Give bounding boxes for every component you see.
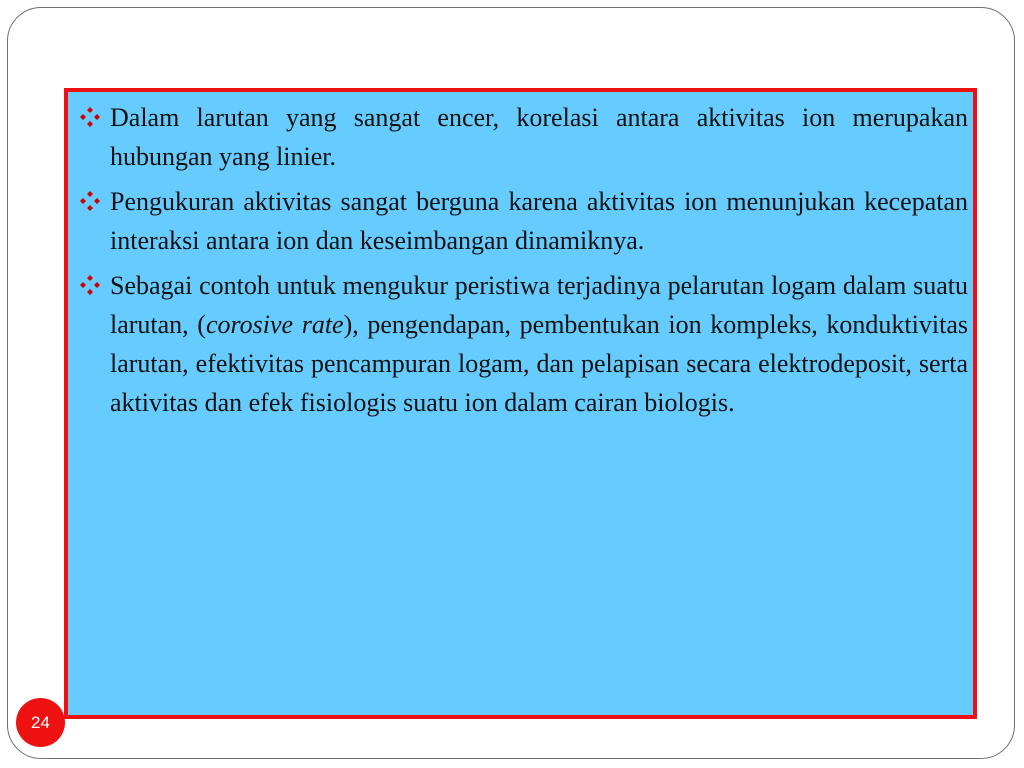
diamond-bullet-icon — [80, 182, 102, 221]
diamond-bullet-icon — [80, 98, 102, 137]
bullet-item — [80, 98, 968, 176]
page-number-badge: 24 — [16, 698, 65, 747]
bullet-item — [80, 266, 968, 422]
bullet-item — [80, 182, 968, 260]
bullet-text-before: Sebagai contoh untuk mengukur peristiwa terjadinya pelarutan logam dalam suatu larutan, ( — [110, 271, 968, 339]
bullet-text-after: ), pengendapan, pembentukan ion kompleks, konduktivitas larutan, efektivitas pencampuran logam, dan pelapisan secara elektrodeposit, serta aktivitas dan efek fisiologis suatu ion dalam cairan biologis. — [110, 310, 968, 417]
diamond-bullet-icon — [80, 266, 102, 305]
content-box — [64, 88, 977, 719]
bullet-text-italic: corosive rate — [205, 310, 344, 339]
bullet-text: Dalam larutan yang sangat encer, korelasi antara aktivitas ion merupakan hubungan yang linier. — [110, 103, 968, 171]
bullet-text: Pengukuran aktivitas sangat berguna karena aktivitas ion menunjukan kecepatan interaksi antara ion dan keseimbangan dinamiknya. — [110, 187, 968, 255]
bullet-list — [80, 98, 968, 428]
